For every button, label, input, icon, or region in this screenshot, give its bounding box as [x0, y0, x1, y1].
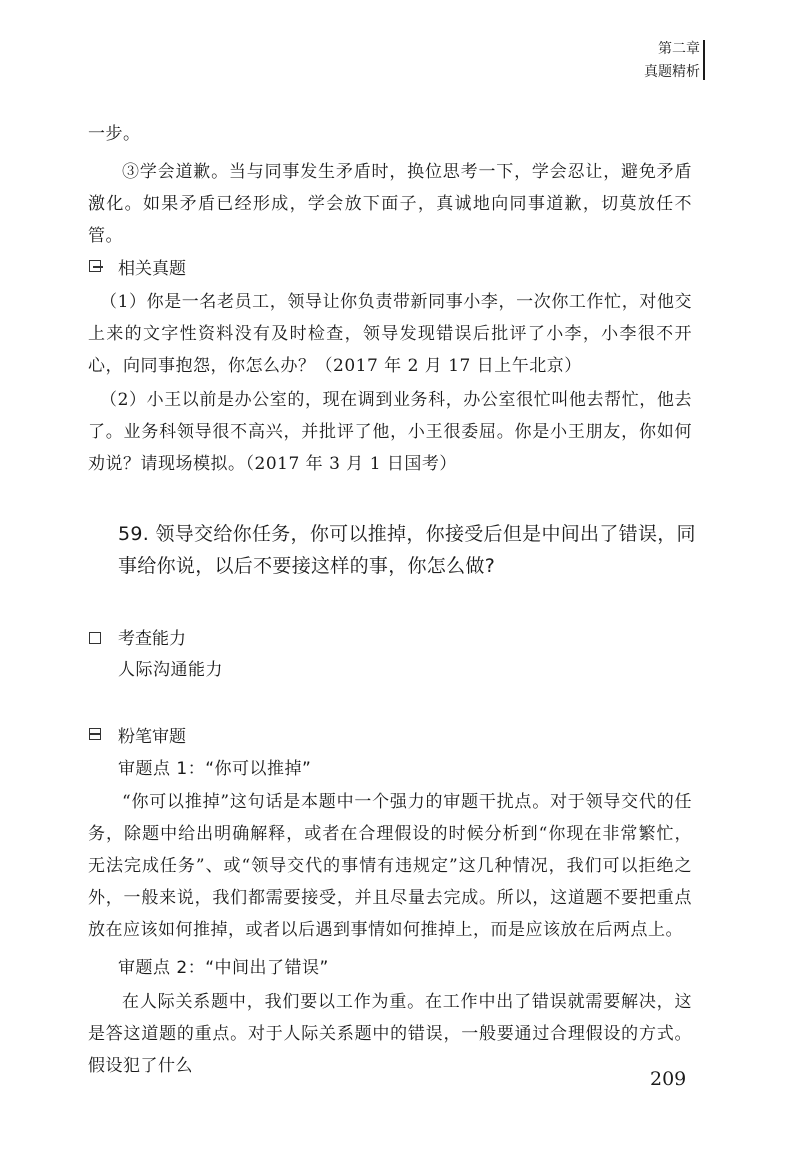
- review-point-label: 审题点 2：“中间出了错误”: [118, 958, 329, 978]
- paragraph-continuation: 一步。: [88, 124, 141, 144]
- review-point-label: 审题点 1：“你可以推掉”: [118, 759, 312, 779]
- related-title: 相关真题: [118, 259, 186, 279]
- running-header: [644, 40, 700, 81]
- related-item: （2）小王以前是办公室的，现在调到业务科，办公室很忙叫他去帮忙，他去了。业务科领导很不高兴，并批评了他，小王很委屈。你是小王朋友，你如何劝说？请现场模拟。（2017 年 3 月 1 日国考）: [88, 390, 692, 474]
- analysis-heading: [88, 722, 186, 747]
- section-marker-icon: [88, 629, 104, 645]
- chapter-label: 第二章: [658, 41, 700, 57]
- paragraph-apology: ③学会道歉。当与同事发生矛盾时，换位思考一下，学会忍让，避免矛盾激化。如果矛盾已经形成，学会放下面子，真诚地向同事道歉，切莫放任不管。: [88, 162, 692, 246]
- ability-title: 考查能力: [118, 629, 186, 649]
- ability-heading: [88, 624, 186, 649]
- page-number: 209: [650, 1068, 687, 1090]
- header-rule: [703, 40, 705, 80]
- ability-content: 人际沟通能力: [118, 660, 223, 680]
- related-heading: [88, 254, 186, 279]
- related-item: （1）你是一名老员工，领导让你负责带新同事小李，一次你工作忙，对他交上来的文字性资料没有及时检查，领导发现错误后批评了小李，小李很不开心，向同事抱怨，你怎么办？（2017 年 2 月 17 日上午北京）: [88, 292, 692, 376]
- section-marker-icon: [88, 259, 104, 275]
- question-title: 59. 领导交给你任务，你可以推掉，你接受后但是中间出了错误，同事给你说，以后不要接这样的事，你怎么做?: [118, 523, 696, 577]
- analysis-title: 粉笔审题: [118, 727, 186, 747]
- review-point-text: 在人际关系题中，我们要以工作为重。在工作中出了错误就需要解决，这是答这道题的重点。对于人际关系题中的错误，一般要通过合理假设的方式。假设犯了什么: [88, 992, 692, 1076]
- review-point-text: “你可以推掉”这句话是本题中一个强力的审题干扰点。对于领导交代的任务，除题中给出明确解释，或者在合理假设的时候分析到“你现在非常繁忙，无法完成任务”、或“领导交代的事情有违规定”这几种情况，我们可以拒绝之外，一般来说，我们都需要接受，并且尽量去完成。所以，这道题不要把重点放在应该如何推掉，或者以后遇到事情如何推掉上，而是应该放在后两点上。: [88, 792, 692, 940]
- section-marker-icon: [88, 727, 104, 743]
- section-label: 真题精析: [644, 64, 700, 80]
